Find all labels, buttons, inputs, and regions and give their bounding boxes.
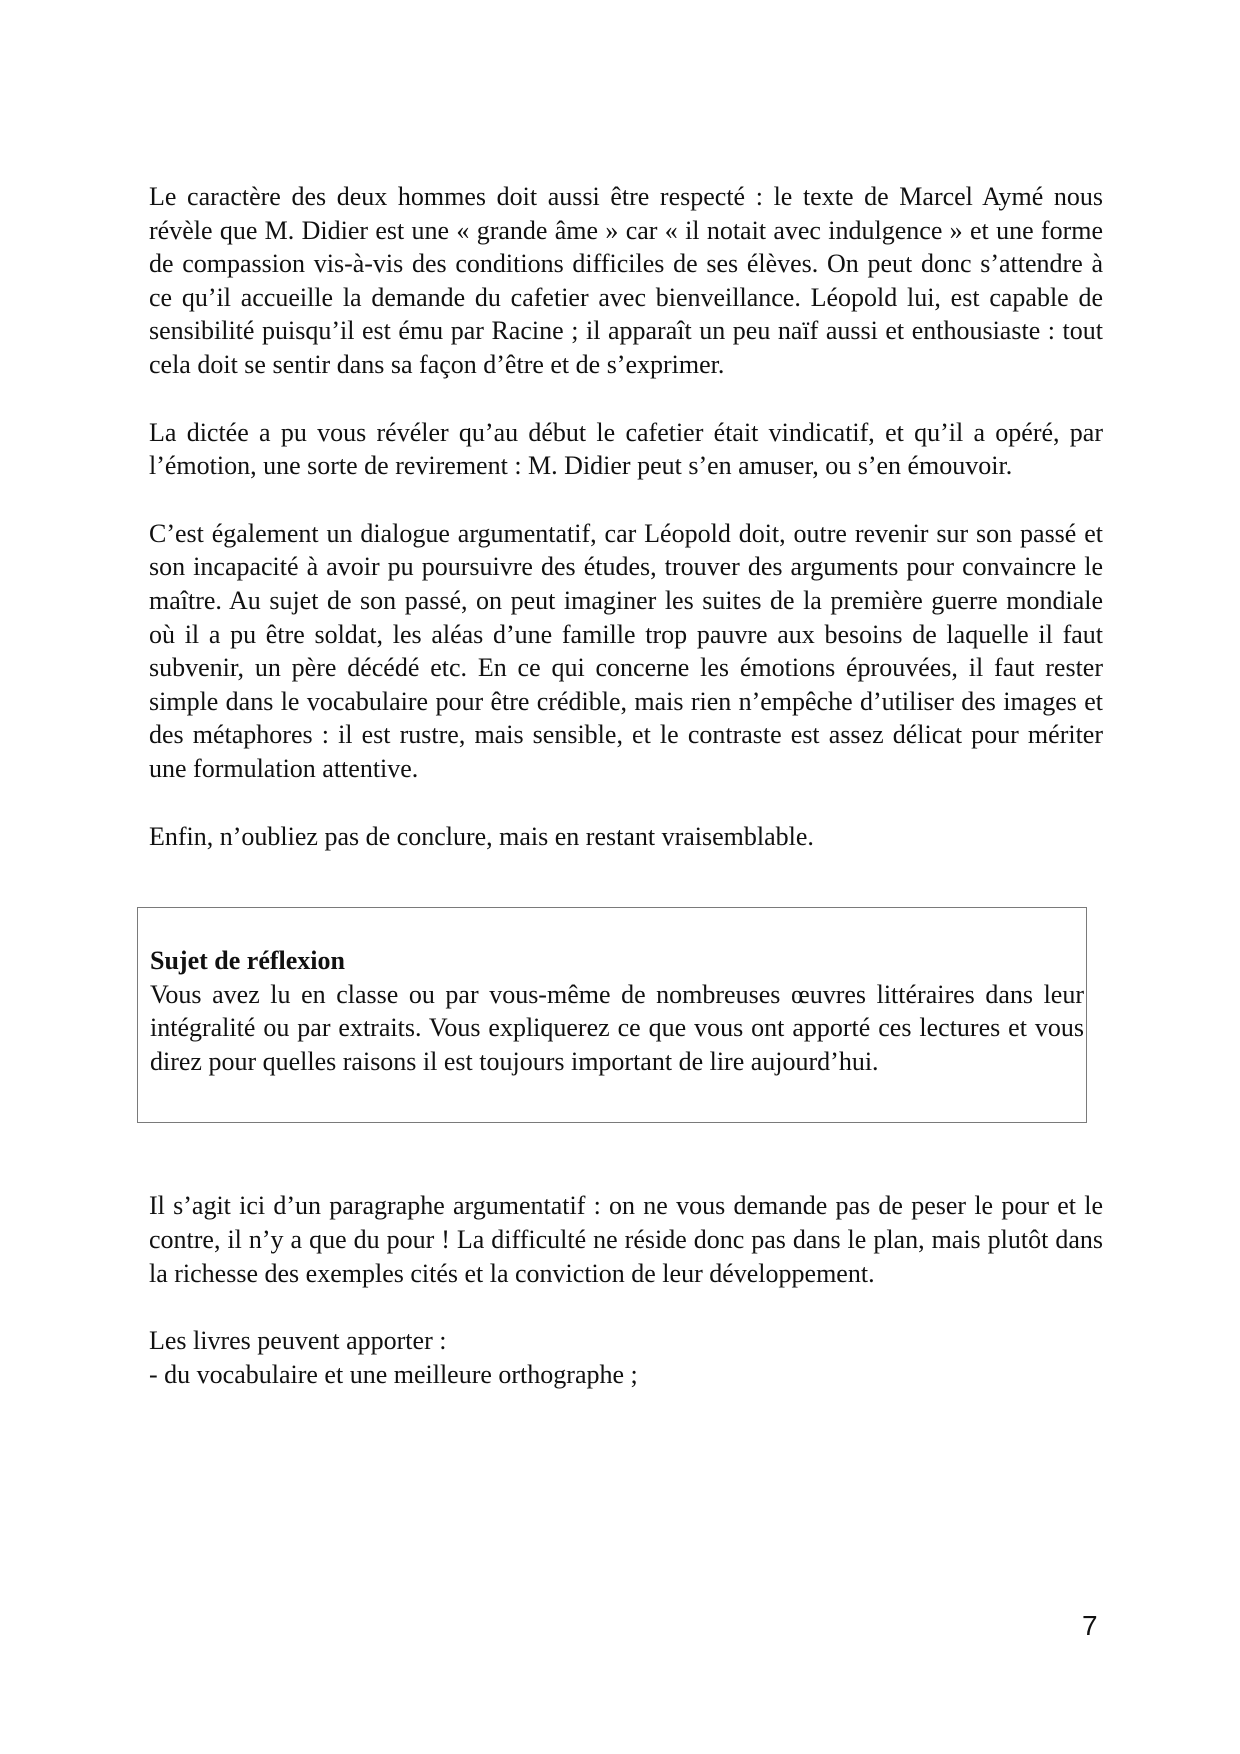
page-number: 7 <box>1082 1610 1098 1641</box>
paragraph-conclusion: Enfin, n’oubliez pas de conclure, mais en restant vraisemblable. <box>149 821 814 851</box>
reflection-topic-title: Sujet de réflexion <box>150 946 345 976</box>
paragraph-argumentative: Il s’agit ici d’un paragraphe argumentatif : on ne vous demande pas de peser le pour et le contre, il n’y a que du pour ! La difficulté ne réside donc pas dans le plan, mais plutôt dans la richesse des exemples cités et la conviction de leur développement. <box>149 1191 1103 1288</box>
reflection-topic-box <box>137 907 1087 1123</box>
document-body <box>149 180 1103 1391</box>
paragraph-argumentative-dialogue: C’est également un dialogue argumentatif, car Léopold doit, outre revenir sur son passé et son incapacité à avoir pu poursuivre des études, trouver des arguments pour convaincre le maître. Au sujet de son passé, on peut imaginer les suites de la première guerre mondiale où il a pu être soldat, les aléas d’une famille trop pauvre aux besoins de laquelle il faut subvenir, un père décédé etc. En ce qui concerne les émotions éprouvées, il faut rester simple dans le vocabulaire pour être crédible, mais rien n’empêche d’utiliser des images et des métaphores : il est rustre, mais sensible, et le contraste est assez délicat pour mériter une formulation attentive. <box>149 518 1103 783</box>
paragraph-dictation: La dictée a pu vous révéler qu’au début le cafetier était vindicatif, et qu’il a opéré, par l’émotion, une sorte de revirement : M. Didier peut s’en amuser, ou s’en émouvoir. <box>149 417 1103 481</box>
list-item: - du vocabulaire et une meilleure orthographe ; <box>149 1359 638 1389</box>
reflection-topic-text: Vous avez lu en classe ou par vous-même de nombreuses œuvres littéraires dans leur intégralité ou par extraits. Vous expliquerez ce que vous ont apporté ces lectures et vous direz pour quelles raisons il est toujours important de lire aujourd’hui. <box>150 979 1084 1076</box>
list-intro: Les livres peuvent apporter : <box>149 1326 447 1356</box>
paragraph-character: Le caractère des deux hommes doit aussi être respecté : le texte de Marcel Aymé nous révèle que M. Didier est une « grande âme » car « il notait avec indulgence » et une forme de compassion vis-à-vis des conditions difficiles de ses élèves. On peut donc s’attendre à ce qu’il accueille la demande du cafetier avec bienveillance. Léopold lui, est capable de sensibilité puisqu’il est ému par Racine ; il apparaît un peu naïf aussi et enthousiaste : tout cela doit se sentir dans sa façon d’être et de s’exprimer. <box>149 182 1103 379</box>
